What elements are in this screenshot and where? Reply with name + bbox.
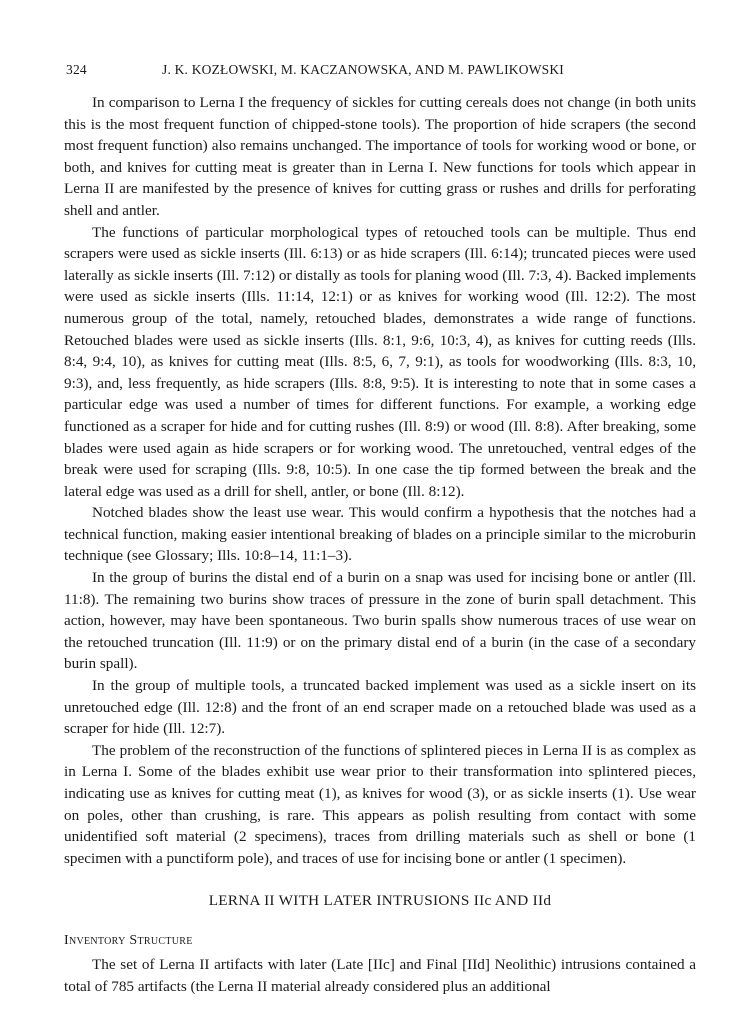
paragraph-3: Notched blades show the least use wear. This would confirm a hypothesis that the notches had a technical function, making easier intentional breaking of blades on a principle similar to the microburin technique (see Glossary; Ills. 10:8–14, 11:1–3).	[64, 504, 696, 565]
paragraph-5: In the group of multiple tools, a truncated backed implement was used as a sickle insert on its unretouched edge (Ill. 12:8) and the front of an end scraper made on a retouched blade was used as a scraper for hide (Ill. 12:7).	[64, 677, 696, 738]
paragraph-final: The set of Lerna II artifacts with later (Late [IIc] and Final [IId] Neolithic) intrusions contained a total of 785 artifacts (the Lerna II material already considered plus an additional	[64, 956, 696, 995]
subsection-heading: Inventory Structure	[64, 933, 193, 948]
paragraph-1: In comparison to Lerna I the frequency of sickles for cutting cereals does not change (in both units this is the most frequent function of chipped-stone tools). The proportion of hide scrapers (the second most frequent function) also remains unchanged. The importance of tools for working wood or bone, or both, and knives for cutting meat is greater than in Lerna I. New functions for tools which appear in Lerna II are manifested by the presence of knives for cutting grass or rushes and drills for perforating shell and antler.	[64, 94, 696, 219]
paragraph-4: In the group of burins the distal end of a burin on a snap was used for incising bone or antler (Ill. 11:8). The remaining two burins show traces of pressure in the zone of burin spall detachment. This action, however, may have been spontaneous. Two burin spalls show numerous traces of use wear on the retouched truncation (Ill. 11:9) or on the primary distal end of a burin (in the case of a secondary burin spall).	[64, 569, 696, 673]
closing-text	[64, 954, 696, 997]
page-number: 324	[66, 62, 87, 77]
paragraph-6: The problem of the reconstruction of the functions of splintered pieces in Lerna II is as complex as in Lerna I. Some of the blades exhibit use wear prior to their transformation into splintered pieces, indicating use as knives for cutting meat (1), as knives for wood (3), or as sickle inserts (1). Use wear on poles, other than crushing, is rare. This appears as polish resulting from contact with some unidentified soft material (2 specimens), traces from drilling materials such as shell or bone (1 specimen with a punctiform pole), and traces of use for incising bone or antler (1 specimen).	[64, 741, 696, 867]
section-heading: LERNA II WITH LATER INTRUSIONS IIc AND IId	[208, 892, 552, 909]
paragraph-2: The functions of particular morphological types of retouched tools can be multiple. Thus end scrapers were used as sickle inserts (Ill. 6:13) or as hide scrapers (Ill. 6:14); truncated pieces were used laterally as sickle inserts (Ill. 7:12) or distally as tools for planing wood (Ill. 7:3, 4). Backed implements were used as sickle inserts (Ills. 11:14, 12:1) or as knives for working wood (Ill. 12:2). The most numerous group of the total, namely, retouched blades, demonstrates a wide range of functions. Retouched blades were used as sickle inserts (Ills. 8:1, 9:6, 10:3, 4), as knives for cutting reeds (Ills. 8:4, 9:4, 10), as knives for cutting meat (Ills. 8:5, 6, 7, 9:1), as tools for woodworking (Ills. 8:3, 10, 9:3), and, less frequently, as hide scrapers (Ills. 8:8, 9:5). It is interesting to note that in some cases a particular edge was used a number of times for different functions. For example, a working edge functioned as a scraper for hide and for cutting rushes (Ill. 8:9) or wood (Ill. 8:8). After breaking, some blades were used again as hide scrapers or for working wood. The unretouched, ventral edges of the break were used for scraping (Ills. 9:8, 10:5). In one case the tip formed between the break and the lateral edge was used as a drill for shell, antler, or bone (Ill. 8:12).	[64, 223, 696, 500]
body-text	[64, 92, 696, 869]
header-authors: J. K. KOZŁOWSKI, M. KACZANOWSKA, AND M. PAWLIKOWSKI	[162, 62, 564, 77]
